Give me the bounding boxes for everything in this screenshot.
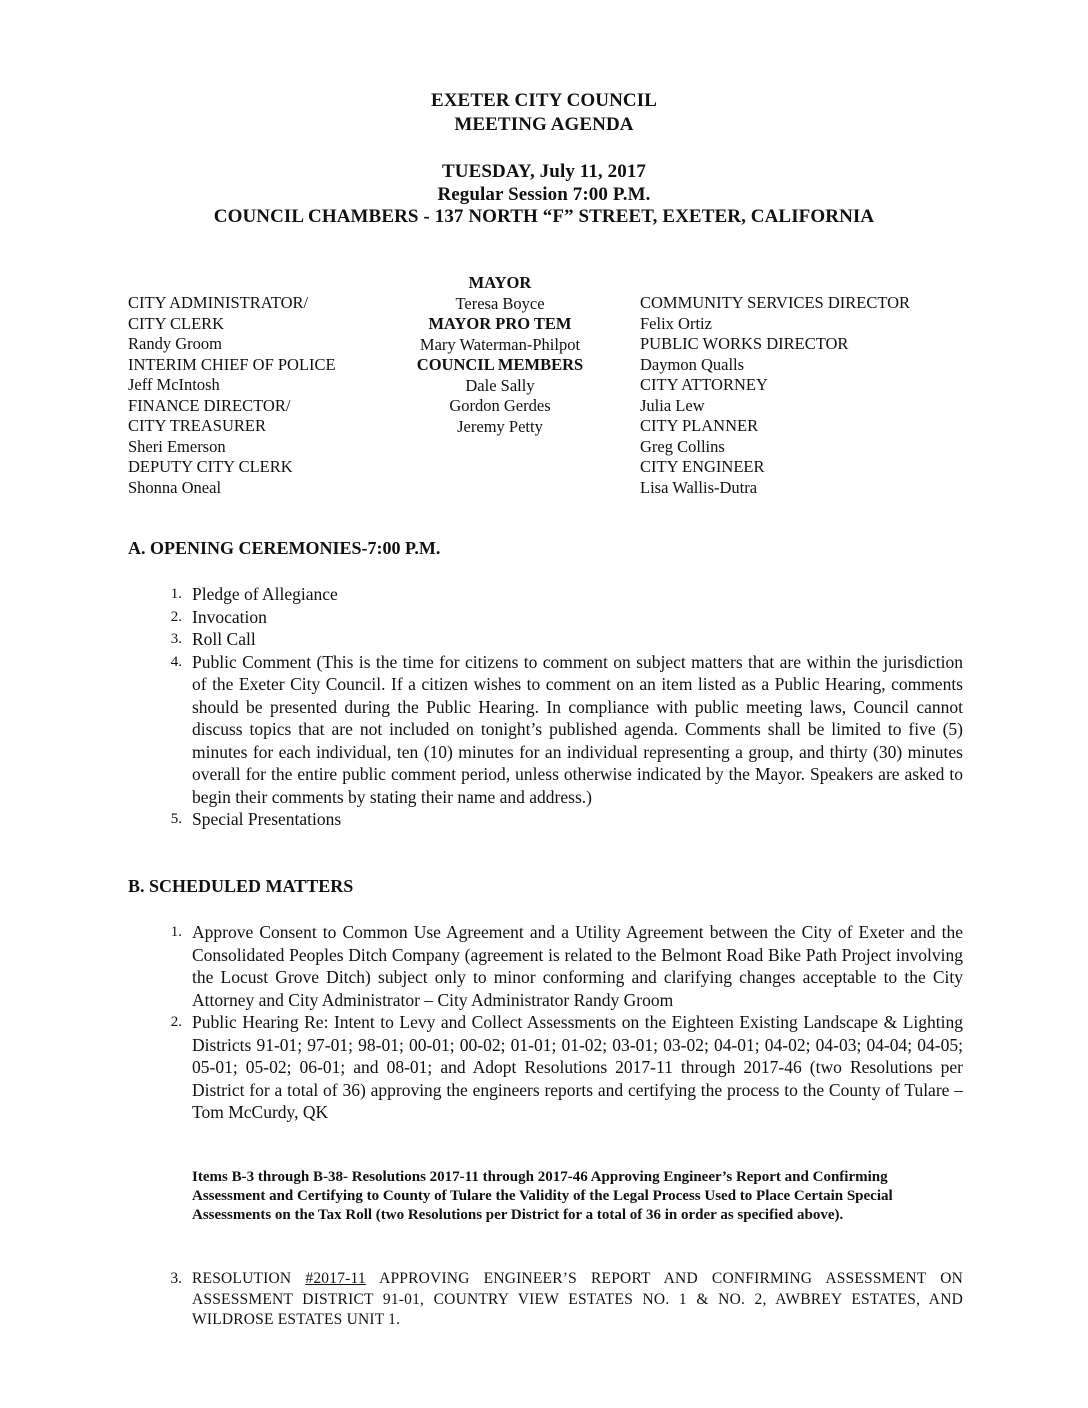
item-text: Approve Consent to Common Use Agreement and a Utility Agreement between the City of Exeter and the Consolidated Peoples Ditch Company (agreement is related to the Belmont Road Bike Path Project involving the Locust Grove Ditch) subject only to minor conforming and clarifying changes acceptable to the City Attorney and City Administrator – City Administrator Randy Groom (192, 922, 963, 1010)
pro-tem-heading: MAYOR PRO TEM (428, 314, 572, 333)
item-text: Pledge of Allegiance (192, 584, 338, 604)
resolution-prefix: RESOLUTION (192, 1270, 292, 1287)
resolution-number-link[interactable]: #2017-11 (305, 1270, 366, 1287)
roster-left-line: FINANCE DIRECTOR/ (128, 395, 291, 415)
roster-left-line: Sheri Emerson (128, 436, 226, 456)
section-a-list (158, 583, 963, 831)
item-text: Public Comment (This is the time for citizens to comment on subject matters that are within the jurisdiction of the Exeter City Council. If a citizen wishes to comment on an item listed as a Public Hearing, comments should be presented during the Public Hearing. In compliance with public meeting laws, Council cannot discuss topics that are not included on tonight’s published agenda. Comments shall be limited to five (5) minutes for each individual, ten (10) minutes for an individual representing a group, and thirty (30) minutes overall for the entire public comment period, unless otherwise indicated by the Mayor. Speakers are asked to begin their comments by stating their name and address.) (192, 651, 963, 807)
resolution-text: APPROVING ENGINEER’S REPORT AND CONFIRMING ASSESSMENT ON ASSESSMENT DISTRICT 91-01, COUNTRY VIEW ESTATES NO. 1 & NO. 2, AWBREY ESTATES, AND WILDROSE ESTATES UNIT 1. (192, 1270, 963, 1328)
roster-right-line: CITY PLANNER (640, 416, 759, 435)
section-a-heading: A. OPENING CEREMONIES-7:00 P.M. (128, 538, 441, 558)
resolutions-note: Items B-3 through B-38- Resolutions 2017-11 through 2017-46 Approving Engineer’s Report and Confirming Assessment and Certifying to County of Tulare the Validity of the Legal Process Used to Place Certain Special Assessments on the Tax Roll (two Resolutions per District for a total of 36 in order as specified above). (192, 1169, 893, 1223)
council-member-name: Jeremy Petty (457, 416, 543, 436)
item-text: Public Hearing Re: Intent to Levy and Collect Assessments on the Eighteen Existing Landscape & Lighting Districts 91-01; 97-01; 98-01; 00-01; 00-02; 01-01; 01-02; 03-01; 03-02; 04-01; 04-02; 04-03; 04-04; 04-05; 05-01; 05-02; 06-01; and 08-01; and Adopt Resolutions 2017-11 through 2017-46 (two Resolutions per District for a total of 36) approving the engineers reports and certifying the process to the County of Tulare – Tom McCurdy, QK (192, 1012, 963, 1122)
mayor-heading: MAYOR (468, 273, 532, 292)
roster-right-column (640, 293, 910, 498)
item-number: 3. (170, 631, 182, 647)
council-member-name: Dale Sally (465, 375, 535, 395)
roster-right-line: Felix Ortiz (640, 313, 712, 333)
roster-left-line: Jeff McIntosh (128, 375, 220, 394)
item-text: Invocation (192, 606, 267, 627)
roster-left-line: DEPUTY CITY CLERK (128, 457, 293, 476)
item-number: 3. (170, 1270, 182, 1287)
list-item (158, 651, 963, 809)
roster-right-line: COMMUNITY SERVICES DIRECTOR (640, 293, 911, 312)
mayor-name: Teresa Boyce (455, 293, 545, 313)
list-item (158, 628, 963, 651)
roster-right-line: Greg Collins (640, 436, 725, 456)
list-item (158, 1011, 963, 1124)
roster-right-line: CITY ENGINEER (640, 457, 765, 476)
item-number: 1. (170, 924, 182, 940)
item-text: Special Presentations (192, 809, 342, 829)
roster-center-column (380, 273, 620, 437)
council-member-name: Gordon Gerdes (449, 396, 551, 415)
roster-right-line: CITY ATTORNEY (640, 375, 768, 394)
council-title: EXETER CITY COUNCIL (430, 90, 658, 111)
resolution-text-block (158, 1269, 963, 1331)
resolution-item (158, 1269, 963, 1331)
meeting-date: TUESDAY, July 11, 2017 (441, 161, 647, 182)
section-b-list (158, 921, 963, 1124)
meeting-location: COUNCIL CHAMBERS - 137 NORTH “F” STREET, EXETER, CALIFORNIA (213, 206, 875, 227)
roster-left-column (128, 293, 336, 498)
roster-right-line: Julia Lew (640, 395, 705, 415)
agenda-title: MEETING AGENDA (454, 114, 634, 135)
roster-left-line: Randy Groom (128, 334, 222, 353)
list-item (158, 583, 963, 606)
roster-right-line: Lisa Wallis-Dutra (640, 477, 758, 497)
roster-right-line: PUBLIC WORKS DIRECTOR (640, 334, 849, 353)
roster-right-line: Daymon Qualls (640, 354, 745, 374)
roster-left-line: INTERIM CHIEF OF POLICE (128, 354, 336, 374)
item-text: Roll Call (192, 629, 256, 649)
item-number: 2. (170, 1014, 182, 1030)
session-time: Regular Session 7:00 P.M. (437, 184, 651, 205)
pro-tem-name: Mary Waterman-Philpot (419, 334, 581, 354)
list-item (158, 921, 963, 1011)
roster-left-line: Shonna Oneal (128, 477, 222, 497)
item-number: 1. (170, 586, 182, 602)
list-item (158, 808, 963, 831)
council-members-heading: COUNCIL MEMBERS (416, 355, 584, 374)
item-number: 2. (170, 608, 182, 625)
roster-left-line: CITY CLERK (128, 313, 225, 333)
roster-left-line: CITY TREASURER (128, 416, 266, 435)
item-number: 4. (170, 653, 182, 670)
list-item (158, 606, 963, 629)
roster-left-line: CITY ADMINISTRATOR/ (128, 293, 309, 312)
item-number: 5. (170, 811, 182, 827)
section-b-heading: B. SCHEDULED MATTERS (128, 876, 354, 896)
